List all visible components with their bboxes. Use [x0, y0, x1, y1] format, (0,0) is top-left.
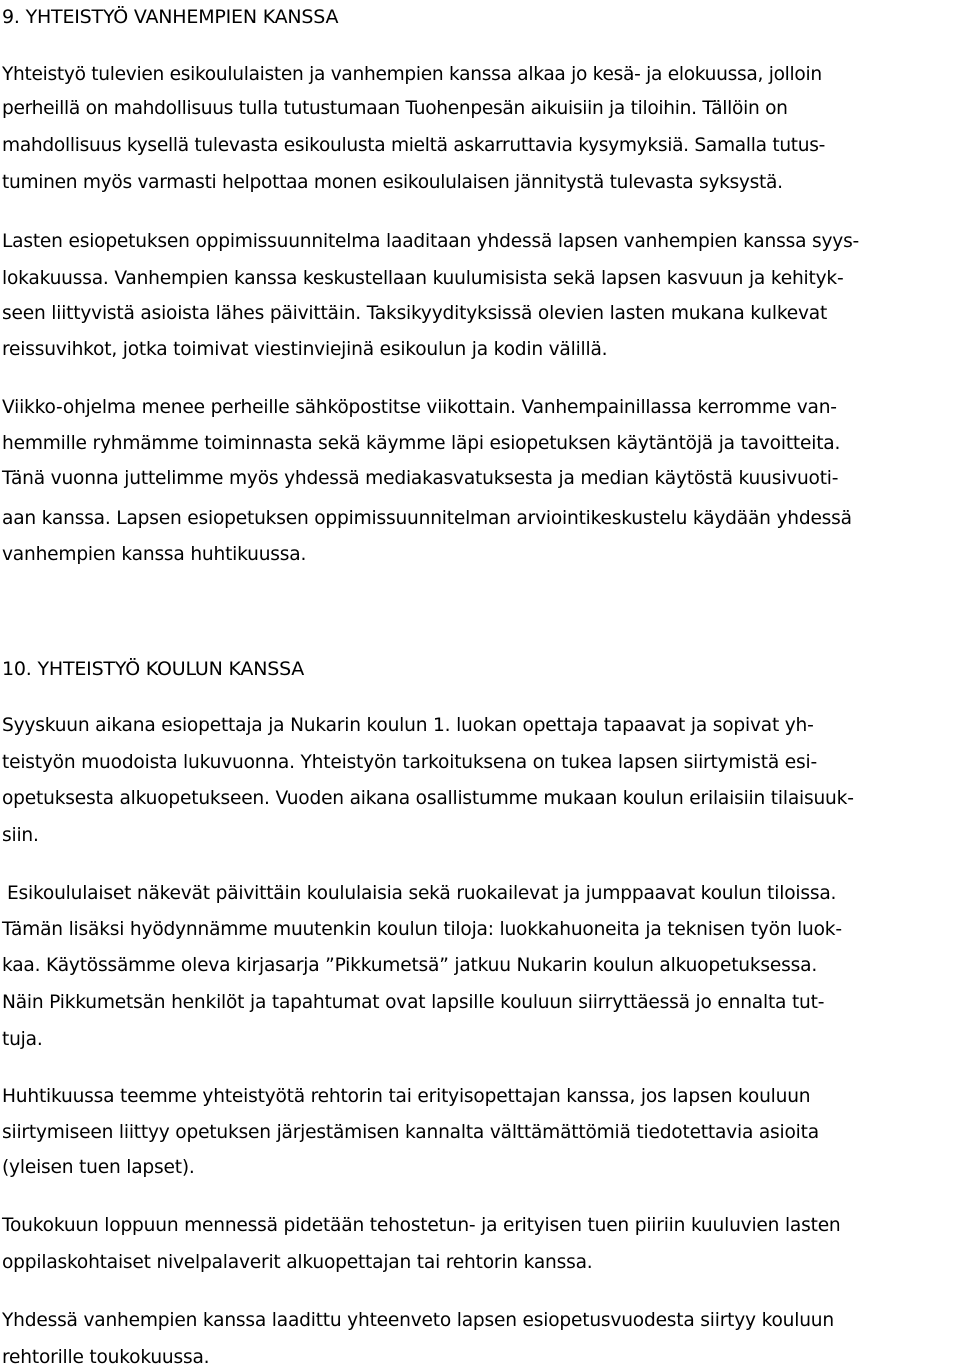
section-10-heading: 10. YHTEISTYÖ KOULUN KANSSA — [2, 658, 305, 680]
text-line: Lasten esiopetuksen oppimissuunnitelma laaditaan yhdessä lapsen vanhempien kanssa syys- — [2, 231, 860, 252]
text-line: Yhdessä vanhempien kanssa laadittu yhteenveto lapsen esiopetusvuodesta siirtyy kouluun — [2, 1310, 834, 1331]
text-line: mahdollisuus kysellä tulevasta esikoulusta mieltä askarruttavia kysymyksiä. Samalla tutus- — [2, 135, 826, 156]
text-line: (yleisen tuen lapset). — [2, 1157, 195, 1178]
text-line: tuminen myös varmasti helpottaa monen esikoululaisen jännitystä tulevasta syksystä. — [2, 172, 783, 193]
text-line: kaa. Käytössämme oleva kirjasarja ”Pikkumetsä” jatkuu Nukarin koulun alkuopetuksessa. — [2, 955, 818, 976]
text-line: opetuksesta alkuopetukseen. Vuoden aikana osallistumme mukaan koulun erilaisiin tilaisuuk- — [2, 788, 854, 809]
text-line: Yhteistyö tulevien esikoululaisten ja vanhempien kanssa alkaa jo kesä- ja elokuussa, jolloin — [2, 64, 822, 85]
section-9-heading: 9. YHTEISTYÖ VANHEMPIEN KANSSA — [2, 6, 339, 28]
text-line: seen liittyvistä asioista lähes päivittäin. Taksikyydityksissä olevien lasten mukana kulkevat — [2, 303, 828, 324]
text-line: aan kanssa. Lapsen esiopetuksen oppimissuunnitelman arviointikeskustelu käydään yhdessä — [2, 508, 852, 529]
text-line: siirtymiseen liittyy opetuksen järjestämisen kannalta välttämättömiä tiedotettavia asioita — [2, 1122, 819, 1143]
text-line: lokakuussa. Vanhempien kanssa keskustellaan kuulumisista sekä lapsen kasvuun ja kehityk- — [2, 268, 844, 289]
text-line: oppilaskohtaiset nivelpalaverit alkuopettajan tai rehtorin kanssa. — [2, 1252, 593, 1273]
text-line: Syyskuun aikana esiopettaja ja Nukarin koulun 1. luokan opettaja tapaavat ja sopivat yh- — [2, 715, 814, 736]
text-line: perheillä on mahdollisuus tulla tutustumaan Tuohenpesän aikuisiin ja tiloihin. Tällöin on — [2, 98, 788, 119]
text-line: Huhtikuussa teemme yhteistyötä rehtorin tai erityisopettajan kanssa, jos lapsen kouluun — [2, 1086, 811, 1107]
text-line: rehtorille toukokuussa. — [2, 1347, 210, 1368]
text-line: Esikoululaiset näkevät päivittäin koululaisia sekä ruokailevat ja jumppaavat koulun tiloissa. — [7, 883, 837, 904]
text-line: tuja. — [2, 1029, 43, 1050]
text-line: Tämän lisäksi hyödynnämme muutenkin koulun tiloja: luokkahuoneita ja teknisen työn luok- — [2, 919, 842, 940]
text-line: siin. — [2, 825, 39, 846]
text-line: reissuvihkot, jotka toimivat viestinviejinä esikoulun ja kodin välillä. — [2, 339, 608, 360]
text-line: hemmille ryhmämme toiminnasta sekä käymme läpi esiopetuksen käytäntöjä ja tavoitteita. — [2, 433, 841, 454]
text-line: vanhempien kanssa huhtikuussa. — [2, 544, 307, 565]
text-line: Näin Pikkumetsän henkilöt ja tapahtumat ovat lapsille kouluun siirryttäessä jo ennalta tut- — [2, 992, 825, 1013]
text-line: teistyön muodoista lukuvuonna. Yhteistyön tarkoituksena on tukea lapsen siirtymistä esi- — [2, 752, 817, 773]
text-line: Tänä vuonna juttelimme myös yhdessä mediakasvatuksesta ja median käytöstä kuusivuoti- — [2, 468, 839, 489]
text-line: Toukokuun loppuun mennessä pidetään tehostetun- ja erityisen tuen piiriin kuuluvien lasten — [2, 1215, 841, 1236]
text-line: Viikko-ohjelma menee perheille sähköpostitse viikottain. Vanhempainillassa kerromme van- — [2, 397, 837, 418]
